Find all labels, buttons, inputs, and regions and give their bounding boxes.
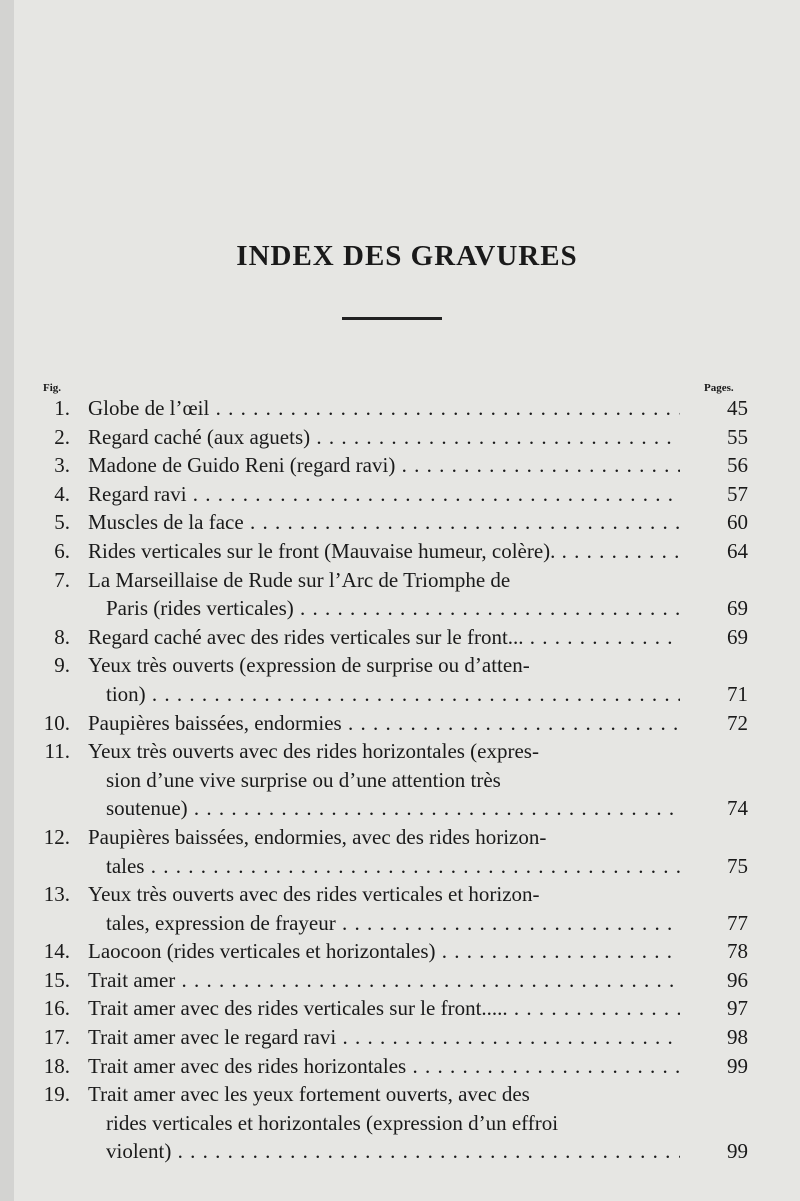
figure-caption: Paupières baissées, endormies, avec des rides horizon- xyxy=(88,824,547,849)
figure-caption: Yeux très ouverts avec des rides horizontales (expres- xyxy=(88,739,539,764)
figure-caption: Trait amer avec des rides verticales sur le front..... . . . xyxy=(88,994,680,1023)
entry-line xyxy=(14,823,800,852)
figure-caption: Muscles de la face . . . xyxy=(88,508,680,537)
entry-line xyxy=(14,1052,800,1081)
entry-line xyxy=(14,623,800,652)
page-number: 45 xyxy=(727,396,748,420)
figure-caption: sion d’une vive surprise ou d’une attention très xyxy=(106,767,501,792)
pages-column-header: Pages. xyxy=(704,382,734,394)
figure-number: 8. xyxy=(54,624,70,649)
entry-line xyxy=(14,1080,800,1109)
index-entry xyxy=(14,880,800,937)
figure-number: 13. xyxy=(43,882,70,907)
index-list xyxy=(14,394,800,1166)
index-entry xyxy=(14,566,800,623)
page-number: 64 xyxy=(727,538,748,563)
figure-number: 3. xyxy=(54,453,70,478)
page-number: 69 xyxy=(727,596,748,621)
page-number: 99 xyxy=(727,1139,748,1164)
figure-caption: Trait amer avec le regard ravi . . . xyxy=(88,1023,680,1052)
entry-line xyxy=(14,451,800,480)
entry-line xyxy=(14,1023,800,1052)
entry-line xyxy=(14,880,800,909)
index-entry xyxy=(14,651,800,708)
index-entry xyxy=(14,1052,800,1081)
figure-caption: Yeux très ouverts avec des rides verticales et horizon- xyxy=(88,882,540,907)
figure-number: 17. xyxy=(43,1025,70,1050)
figure-number: 5. xyxy=(54,510,70,535)
entry-line xyxy=(14,423,800,452)
entry-line xyxy=(14,566,800,595)
entry-line xyxy=(14,508,800,537)
index-entry xyxy=(14,994,800,1023)
figure-caption: Trait amer avec les yeux fortement ouverts, avec des xyxy=(88,1082,530,1107)
page-number: 74 xyxy=(727,796,748,821)
figure-caption: rides verticales et horizontales (expression d’un effroi xyxy=(106,1110,559,1135)
figure-number: 2. xyxy=(54,424,70,449)
index-entry xyxy=(14,937,800,966)
entry-line xyxy=(14,537,800,566)
page-number: 55 xyxy=(727,424,748,449)
book-page xyxy=(14,0,800,1201)
index-entry xyxy=(14,709,800,738)
index-entry xyxy=(14,623,800,652)
page-number: 97 xyxy=(727,996,748,1021)
page-number: 69 xyxy=(727,624,748,649)
index-entry xyxy=(14,508,800,537)
page-number: 60 xyxy=(727,510,748,535)
figure-caption: tales . . . xyxy=(106,852,680,881)
entry-line xyxy=(14,594,800,623)
figure-caption: Yeux très ouverts (expression de surprise ou d’atten- xyxy=(88,653,530,678)
index-entry xyxy=(14,823,800,880)
figure-number: 9. xyxy=(54,653,70,678)
entry-line xyxy=(14,394,800,423)
figure-number: 18. xyxy=(43,1053,70,1078)
entry-line xyxy=(14,794,800,823)
index-entry xyxy=(14,451,800,480)
figure-number: 12. xyxy=(43,824,70,849)
page-number: 98 xyxy=(727,1025,748,1050)
index-entry xyxy=(14,423,800,452)
entry-line xyxy=(14,480,800,509)
page-number: 78 xyxy=(727,939,748,964)
page-number: 57 xyxy=(727,481,748,506)
figure-caption: Regard caché avec des rides verticales sur le front... . . . xyxy=(88,623,680,652)
entry-line xyxy=(14,651,800,680)
figure-number: 4. xyxy=(54,481,70,506)
page-title: INDEX DES GRAVURES xyxy=(236,240,578,272)
entry-line xyxy=(14,909,800,938)
page-number: 75 xyxy=(727,853,748,878)
figure-caption: Paris (rides verticales) . . . xyxy=(106,594,680,623)
figure-number: 15. xyxy=(43,967,70,992)
page-number: 77 xyxy=(727,910,748,935)
entry-line xyxy=(14,966,800,995)
figure-caption: violent) . . . xyxy=(106,1137,680,1166)
index-entry xyxy=(14,737,800,823)
figure-caption: tales, expression de frayeur . . . xyxy=(106,909,680,938)
index-entry xyxy=(14,1080,800,1166)
figure-number: 1. xyxy=(54,396,70,420)
entry-line xyxy=(14,1109,800,1138)
fig-column-header: Fig. xyxy=(43,382,62,394)
page-number: 72 xyxy=(727,710,748,735)
figure-caption: Laocoon (rides verticales et horizontales) . . . xyxy=(88,937,680,966)
figure-caption: Globe de l’œil . . . xyxy=(88,394,680,423)
figure-caption: Regard ravi . . . xyxy=(88,480,680,509)
page-number: 56 xyxy=(727,453,748,478)
entry-line xyxy=(14,1137,800,1166)
figure-number: 14. xyxy=(43,939,70,964)
figure-number: 7. xyxy=(54,567,70,592)
figure-caption: Trait amer . . . xyxy=(88,966,680,995)
entry-line xyxy=(14,937,800,966)
figure-number: 16. xyxy=(43,996,70,1021)
figure-caption: La Marseillaise de Rude sur l’Arc de Triomphe de xyxy=(88,567,511,592)
figure-caption: tion) . . . xyxy=(106,680,680,709)
index-entry xyxy=(14,480,800,509)
entry-line xyxy=(14,766,800,795)
entry-line xyxy=(14,680,800,709)
index-entry xyxy=(14,1023,800,1052)
index-entry xyxy=(14,537,800,566)
entry-line xyxy=(14,737,800,766)
figure-caption: Madone de Guido Reni (regard ravi) . . . xyxy=(88,451,680,480)
page-number: 96 xyxy=(727,967,748,992)
figure-caption: Regard caché (aux aguets) . . . xyxy=(88,423,680,452)
figure-caption: Paupières baissées, endormies . . . xyxy=(88,709,680,738)
index-entry xyxy=(14,966,800,995)
entry-line xyxy=(14,994,800,1023)
figure-number: 11. xyxy=(44,739,70,764)
figure-number: 10. xyxy=(43,710,70,735)
figure-caption: Trait amer avec des rides horizontales . . . xyxy=(88,1052,680,1081)
figure-number: 19. xyxy=(43,1082,70,1107)
page-number: 71 xyxy=(727,681,748,706)
entry-line xyxy=(14,852,800,881)
page-number: 99 xyxy=(727,1053,748,1078)
index-entry xyxy=(14,394,800,423)
figure-number: 6. xyxy=(54,538,70,563)
figure-caption: soutenue) . . . xyxy=(106,794,680,823)
figure-caption: Rides verticales sur le front (Mauvaise humeur, colère). . . . xyxy=(88,537,680,566)
entry-line xyxy=(14,709,800,738)
title-rule xyxy=(342,317,442,320)
